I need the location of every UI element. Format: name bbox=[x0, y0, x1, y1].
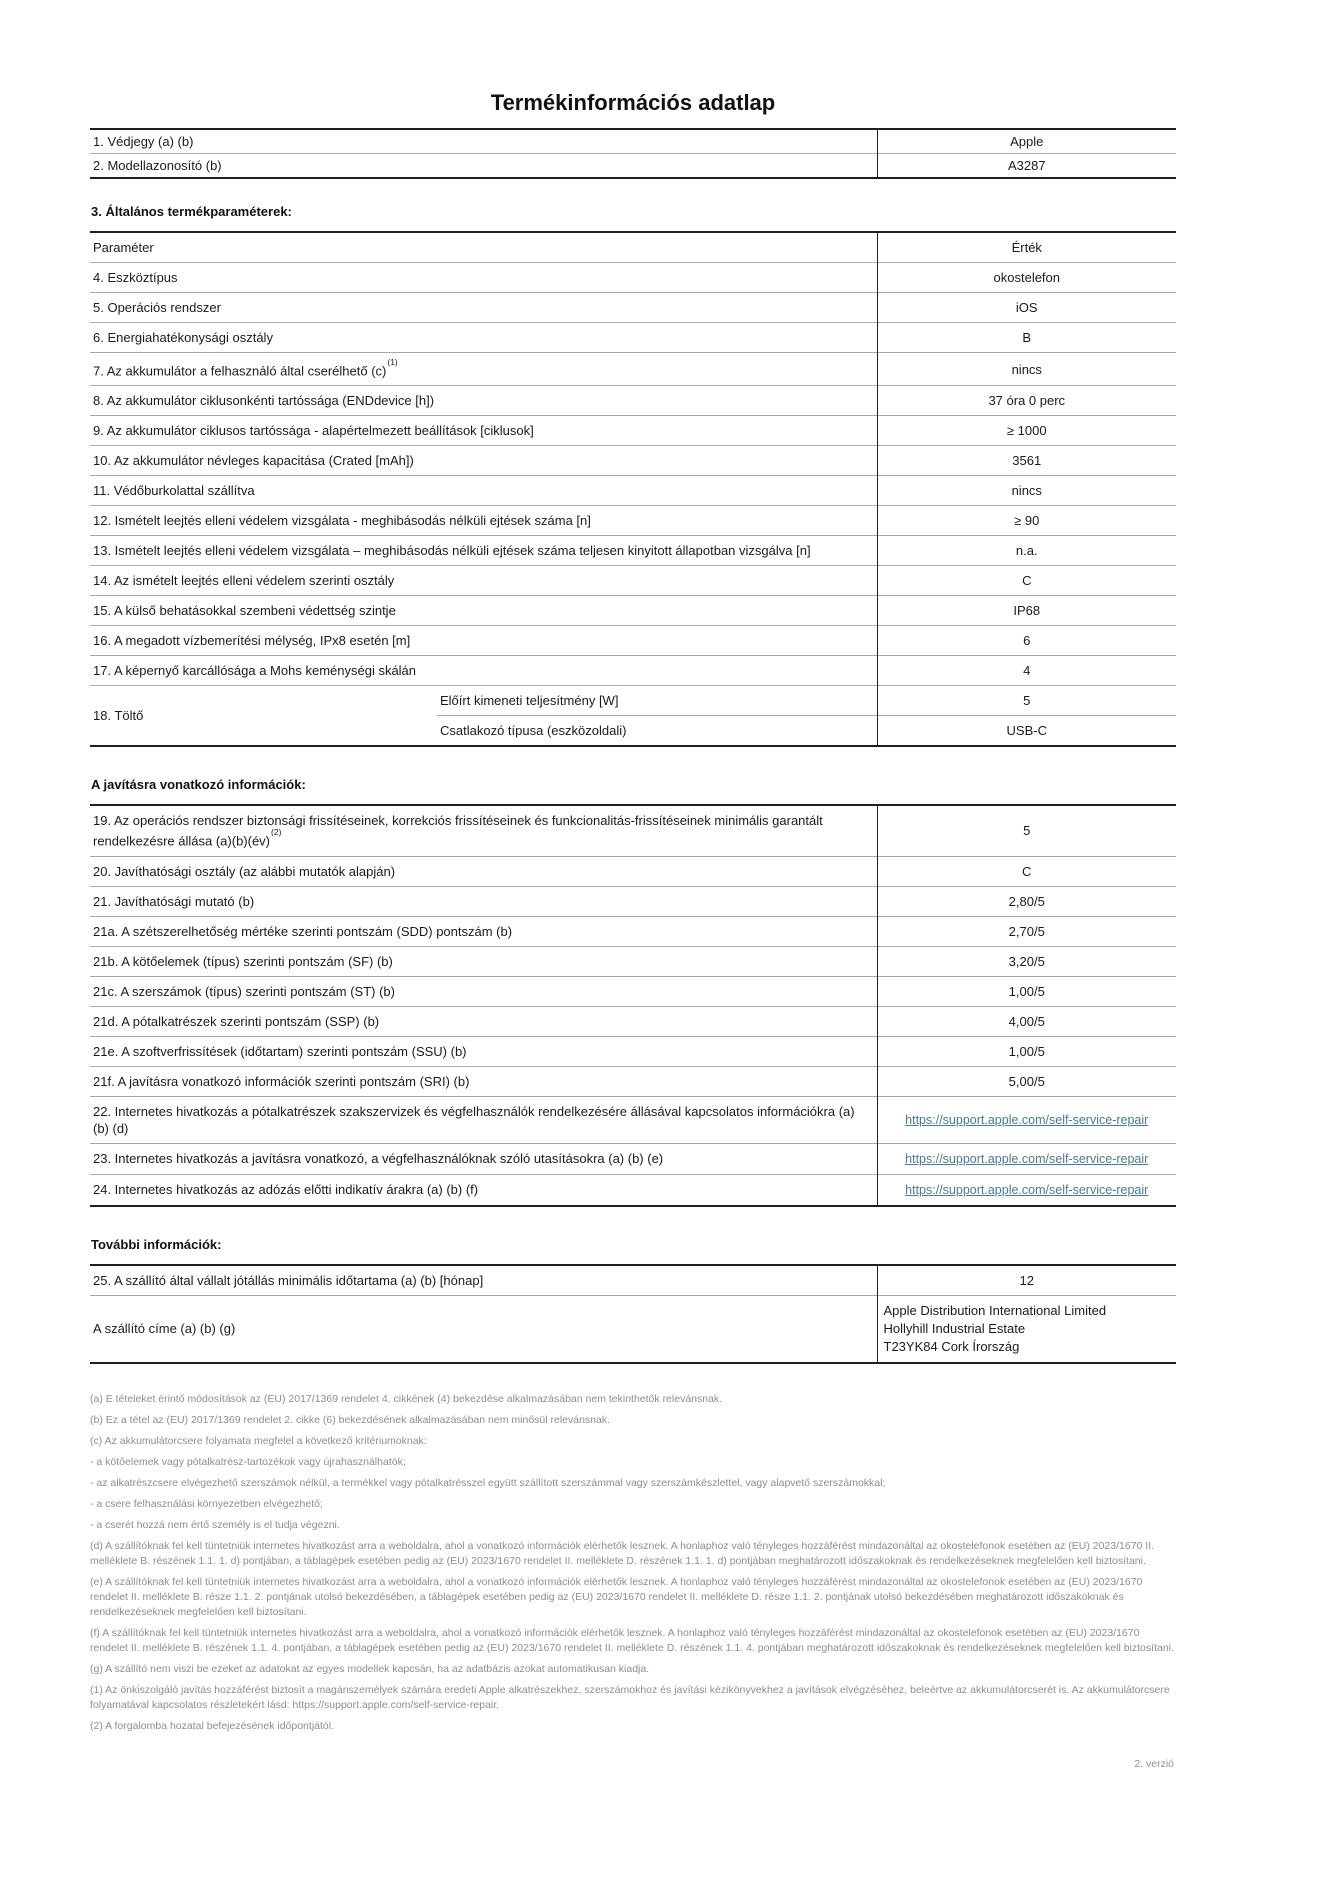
parameter-value: 5 bbox=[877, 805, 1176, 856]
table-row bbox=[90, 536, 1176, 566]
support-link[interactable]: https://support.apple.com/self-service-repair bbox=[905, 1182, 1149, 1197]
parameter-value: 5,00/5 bbox=[877, 1066, 1176, 1096]
parameter-value: IP68 bbox=[877, 596, 1176, 626]
table-row-charger bbox=[90, 686, 1176, 716]
parameter-value: okostelefon bbox=[877, 263, 1176, 293]
footnote: - a kötőelemek vagy pótalkatrész-tartozékok vagy újrahasználhatók; bbox=[90, 1455, 406, 1468]
footnote: (c) Az akkumulátorcsere folyamata megfelel a következő kritériumoknak: bbox=[90, 1434, 427, 1447]
table-row bbox=[90, 805, 1176, 856]
additional-information-table bbox=[90, 1264, 1176, 1364]
parameter-value bbox=[877, 1174, 1176, 1206]
parameter-value: ≥ 1000 bbox=[877, 416, 1176, 446]
footnote: - a cserét hozzá nem értő személy is el tudja végezni. bbox=[90, 1518, 340, 1531]
parameter-value: 12 bbox=[877, 1265, 1176, 1296]
parameter-value: C bbox=[877, 856, 1176, 886]
table-row bbox=[90, 1006, 1176, 1036]
page-title: Termékinformációs adatlap bbox=[490, 90, 776, 115]
charger-sub-label: Csatlakozó típusa (eszközoldali) bbox=[437, 716, 877, 747]
parameter-label: 13. Ismételt leejtés elleni védelem vizsgálata – meghibásodás nélküli ejtések száma teljesen kinyitott állapotban vizsgálva [n] bbox=[90, 536, 877, 566]
parameter-label: 24. Internetes hivatkozás az adózás előtti indikatív árakra (a) (b) (f) bbox=[90, 1174, 877, 1206]
address-line: Hollyhill Industrial Estate bbox=[883, 1320, 1026, 1336]
footnote: (d) A szállítóknak fel kell tüntetniük internetes hivatkozást arra a weboldalra, ahol a vonatkozó információk elérhetők lesznek. A honlaphoz való tényleges hozzáférést mindazonáltal az okostelefonok esetében az (EU) 2023/1670 II. melléklete B. részének 1.1. 1. d) pontjában, a táblagépek esetében pedig az (EU) 2023/1670 rendelet II. melléklete D. részének 1.1. 1. d) pontjában meghatározott időszakoknak és rendelkezéseknek megfelelően kell biztosítani. bbox=[90, 1539, 1155, 1567]
parameter-label: 1. Védjegy (a) (b) bbox=[93, 134, 194, 149]
table-header-row bbox=[90, 232, 1176, 263]
parameter-label: 25. A szállító által vállalt jótállás minimális időtartama (a) (b) [hónap] bbox=[93, 1272, 484, 1288]
footnote: (a) E tételeket érintő módosítások az (EU) 2017/1369 rendelet 4. cikkének (4) bekezdése alkalmazásában nem tekinthetők relevánsnak. bbox=[90, 1392, 723, 1405]
parameter-label: 11. Védőburkolattal szállítva bbox=[90, 476, 877, 506]
parameter-label: 20. Javíthatósági osztály (az alábbi mutatók alapján) bbox=[90, 856, 877, 886]
parameter-label: 17. A képernyő karcállósága a Mohs keménységi skálán bbox=[90, 656, 877, 686]
charger-label: 18. Töltő bbox=[90, 686, 437, 747]
table-row bbox=[90, 886, 1176, 916]
parameter-value: A3287 bbox=[877, 154, 1176, 179]
parameter-label: 16. A megadott vízbemerítési mélység, IPx8 esetén [m] bbox=[90, 626, 877, 656]
table-row bbox=[90, 154, 1176, 179]
parameter-value: 1,00/5 bbox=[877, 1036, 1176, 1066]
address-line: Apple Distribution International Limited bbox=[883, 1302, 1107, 1318]
parameter-value: 4,00/5 bbox=[877, 1006, 1176, 1036]
support-link[interactable]: https://support.apple.com/self-service-repair bbox=[905, 1112, 1149, 1127]
parameter-label: 21c. A szerszámok (típus) szerinti pontszám (ST) (b) bbox=[90, 976, 877, 1006]
parameter-value: 3561 bbox=[877, 446, 1176, 476]
footnote: (2) A forgalomba hozatal befejezésének időpontjától. bbox=[90, 1719, 334, 1732]
parameter-label: 21d. A pótalkatrészek szerinti pontszám (SSP) (b) bbox=[90, 1006, 877, 1036]
table-row bbox=[90, 416, 1176, 446]
table-row bbox=[90, 656, 1176, 686]
table-row bbox=[90, 1143, 1176, 1174]
parameter-label: 22. Internetes hivatkozás a pótalkatrészek szakszervizek és végfelhasználók rendelkezésére állásával kapcsolatos információkra (a) (b) (d) bbox=[90, 1096, 877, 1143]
table-row bbox=[90, 946, 1176, 976]
parameter-value: C bbox=[877, 566, 1176, 596]
table-row bbox=[90, 293, 1176, 323]
identification-table bbox=[90, 128, 1176, 179]
parameter-label: 21e. A szoftverfrissítések (időtartam) szerinti pontszám (SSU) (b) bbox=[90, 1036, 877, 1066]
table-row bbox=[90, 506, 1176, 536]
parameter-label: 8. Az akkumulátor ciklusonkénti tartóssága (ENDdevice [h]) bbox=[90, 386, 877, 416]
parameter-value: Apple bbox=[877, 129, 1176, 154]
parameter-label: 14. Az ismételt leejtés elleni védelem szerinti osztály bbox=[90, 566, 877, 596]
table-row bbox=[90, 129, 1176, 154]
parameter-label: 23. Internetes hivatkozás a javításra vonatkozó, a végfelhasználóknak szóló utasításokra (a) (b) (e) bbox=[90, 1143, 877, 1174]
parameter-value: USB-C bbox=[877, 716, 1176, 747]
table-row bbox=[90, 976, 1176, 1006]
parameter-label: 6. Energiahatékonysági osztály bbox=[90, 323, 877, 353]
table-row bbox=[90, 856, 1176, 886]
footnote: - az alkatrészcsere elvégezhető szerszámok nélkül, a termékkel vagy pótalkatrésszel együtt szállított szerszámmal vagy szerszámkészlettel, vagy alapvető szerszámokkal; bbox=[90, 1476, 886, 1489]
table-row bbox=[90, 1036, 1176, 1066]
parameter-value: iOS bbox=[877, 293, 1176, 323]
section-heading-repair: A javításra vonatkozó információk: bbox=[91, 777, 306, 793]
parameter-label: 5. Operációs rendszer bbox=[90, 293, 877, 323]
footnote: (b) Ez a tétel az (EU) 2017/1369 rendelet 2. cikke (6) bekezdésének alkalmazásában nem minősül relevánsnak. bbox=[90, 1413, 611, 1426]
footnote: (1) Az önkiszolgáló javítás hozzáférést biztosít a magánszemélyek számára eredeti Apple alkatrészekhez, szerszámokhoz és javítási kézikönyvekhez a javítások elvégzéséhez, beleértve az akkumulátorcserét is. Az akkumulátorcsere folyamatával kapcsolatos részletekért lásd: https://support.apple.com/self-service-repair. bbox=[90, 1683, 1170, 1711]
parameter-label: 19. Az operációs rendszer biztonsági frissítéseinek, korrekciós frissítéseinek és funkcionalitás-frissítéseinek minimális garantált rendelkezésre állása (a)(b)(év)$^{(2)}$ bbox=[93, 813, 823, 849]
repair-information-table bbox=[90, 804, 1176, 1206]
table-row bbox=[90, 916, 1176, 946]
table-row bbox=[90, 626, 1176, 656]
charger-sub-label: Előírt kimeneti teljesítmény [W] bbox=[437, 686, 877, 716]
parameter-value bbox=[877, 1096, 1176, 1143]
parameter-label: 12. Ismételt leejtés elleni védelem vizsgálata - meghibásodás nélküli ejtések száma [n] bbox=[90, 506, 877, 536]
parameter-label: 21b. A kötőelemek (típus) szerinti pontszám (SF) (b) bbox=[90, 946, 877, 976]
parameter-label: 7. Az akkumulátor a felhasználó által cserélhető (c)$^{(1)}$ bbox=[90, 353, 877, 386]
document-version: 2. verzió bbox=[1134, 1757, 1174, 1770]
parameter-value: 5 bbox=[877, 686, 1176, 716]
parameter-label: 21. Javíthatósági mutató (b) bbox=[90, 886, 877, 916]
parameter-label: 15. A külső behatásokkal szembeni védettség szintje bbox=[90, 596, 877, 626]
product-information-sheet bbox=[90, 0, 1176, 1770]
table-row bbox=[90, 1096, 1176, 1143]
table-row bbox=[90, 386, 1176, 416]
parameter-label: 9. Az akkumulátor ciklusos tartóssága - alapértelmezett beállítások [ciklusok] bbox=[90, 416, 877, 446]
parameter-value: 3,20/5 bbox=[877, 946, 1176, 976]
parameter-value: ≥ 90 bbox=[877, 506, 1176, 536]
parameter-label: 2. Modellazonosító (b) bbox=[90, 154, 877, 179]
footnote: (g) A szállító nem viszi be ezeket az adatokat az egyes modellek kapcsán, ha az adatbázis azokat automatikusan kiadja. bbox=[90, 1662, 650, 1675]
parameter-value: B bbox=[877, 323, 1176, 353]
table-row bbox=[90, 263, 1176, 293]
parameter-value bbox=[877, 1295, 1176, 1363]
footnotes-block bbox=[90, 1392, 1176, 1734]
address-line: T23YK84 Cork Írország bbox=[883, 1338, 1020, 1354]
table-row bbox=[90, 446, 1176, 476]
footnote: (f) A szállítóknak fel kell tüntetniük internetes hivatkozást arra a weboldalra, ahol a vonatkozó információk elérhetők lesznek. A honlaphoz való tényleges hozzáférést mindazonáltal az okostelefonok esetében az (EU) 2023/1670 rendelet II. melléklete B. részének 1.1. 4. pontjában, a táblagépek esetében pedig az (EU) 2023/1670 rendelet II. melléklete D. részének 1.1. 4. pontjában meghatározott időszakoknak és rendelkezéseknek megfelelően kell biztosítani. bbox=[90, 1626, 1174, 1654]
table-row bbox=[90, 323, 1176, 353]
parameter-value: 37 óra 0 perc bbox=[877, 386, 1176, 416]
parameter-column-header: Paraméter bbox=[93, 240, 154, 255]
parameter-value: 2,70/5 bbox=[877, 916, 1176, 946]
footnote: - a csere felhasználási környezetben elvégezhető; bbox=[90, 1497, 323, 1510]
general-parameters-table bbox=[90, 231, 1176, 747]
support-link[interactable]: https://support.apple.com/self-service-repair bbox=[905, 1151, 1149, 1166]
parameter-value: 2,80/5 bbox=[877, 886, 1176, 916]
parameter-label: 21f. A javításra vonatkozó információk szerinti pontszám (SRI) (b) bbox=[90, 1066, 877, 1096]
footnote-reference: (2) bbox=[271, 827, 282, 838]
parameter-value: 4 bbox=[877, 656, 1176, 686]
value-column-header: Érték bbox=[877, 232, 1176, 263]
parameter-label: 4. Eszköztípus bbox=[90, 263, 877, 293]
table-row bbox=[90, 1066, 1176, 1096]
footnote: (e) A szállítóknak fel kell tüntetniük internetes hivatkozást arra a weboldalra, ahol a vonatkozó információk elérhetők lesznek. A honlaphoz való tényleges hozzáférést mindazonáltal az okostelefonok esetében az (EU) 2023/1670 rendelet II. melléklete B. része 1.1. 2. pontjának utolsó bekezdésében, a táblagépek esetében pedig az (EU) 2023/1670 rendelet II. melléklete D. része 1.1. 2. pontjának utolsó bekezdésében meghatározott időszakoknak és rendelkezéseknek megfelelően kell biztosítani. bbox=[90, 1575, 1143, 1618]
table-row bbox=[90, 1295, 1176, 1363]
parameter-value: nincs bbox=[877, 476, 1176, 506]
section-heading-more: További információk: bbox=[91, 1236, 222, 1252]
parameter-value: nincs bbox=[877, 353, 1176, 386]
table-row bbox=[90, 476, 1176, 506]
parameter-value: 6 bbox=[877, 626, 1176, 656]
parameter-value bbox=[877, 1143, 1176, 1174]
table-row bbox=[90, 1174, 1176, 1206]
footnote-reference: (1) bbox=[387, 357, 398, 367]
table-row bbox=[90, 566, 1176, 596]
parameter-label: 21a. A szétszerelhetőség mértéke szerinti pontszám (SDD) pontszám (b) bbox=[90, 916, 877, 946]
table-row bbox=[90, 1265, 1176, 1296]
table-row bbox=[90, 353, 1176, 386]
parameter-label: A szállító címe (a) (b) (g) bbox=[90, 1295, 877, 1363]
parameter-value: 1,00/5 bbox=[877, 976, 1176, 1006]
table-row bbox=[90, 596, 1176, 626]
section-heading-general: 3. Általános termékparaméterek: bbox=[91, 204, 292, 219]
parameter-label: 10. Az akkumulátor névleges kapacitása (Crated [mAh]) bbox=[90, 446, 877, 476]
parameter-value: n.a. bbox=[877, 536, 1176, 566]
